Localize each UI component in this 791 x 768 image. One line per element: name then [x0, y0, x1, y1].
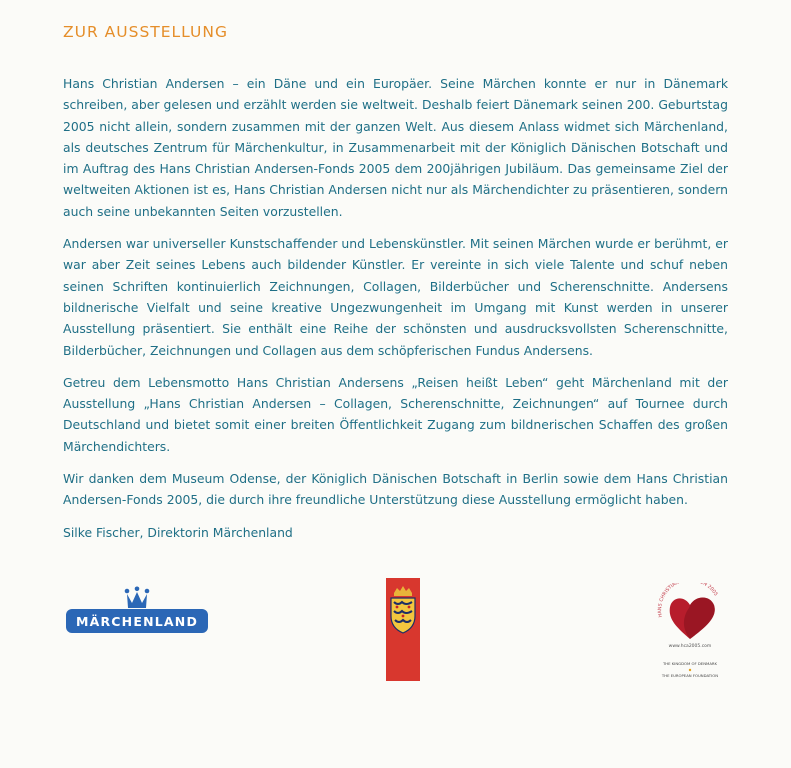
hca-line-1: THE KINGDOM OF DENMARK — [662, 661, 718, 666]
paragraph-1: Hans Christian Andersen – ein Däne und ein Europäer. Seine Märchen konnte er nur in Dänemark schreiben, aber gelesen und erzählt werden sie weltweit. Deshalb feiert Dänemark seinen 200. Geburtstag 2005 nicht allein, sondern zusammen mit der ganzen Welt. Aus diesem Anlass widmet sich Märchenland, als deutsches Zentrum für Märchenkultur, in Zusammenarbeit mit der Königlich Dänischen Botschaft und im Auftrag des Hans Christian Andersen-Fonds 2005 dem 200jährigen Jubiläum. Das gemeinsame Ziel der weltweiten Aktionen ist es, Hans Christian Andersen nicht nur als Märchendichter zu präsentieren, sondern auch seine unbekannten Seiten vorzustellen. — [63, 76, 728, 219]
coat-of-arms-icon — [391, 586, 415, 633]
hca-line-2: THE EUROPEAN FOUNDATION — [661, 673, 719, 678]
heart-icon — [654, 583, 726, 683]
body-text — [63, 73, 728, 543]
paragraph-3: Getreu dem Lebensmotto Hans Christian Andersens „Reisen heißt Leben“ geht Märchenland mit der Ausstellung „Hans Christian Andersen – Collagen, Scherenschnitte, Zeichnungen“ auf Tournee durch Deutschland und bietet somit einer breiten Öffentlichkeit Zugang zum bildnerischen Schaffen des großen Märchendichters. — [63, 374, 728, 454]
page-heading: ZUR AUSSTELLUNG — [63, 23, 228, 41]
maerchenland-logo — [66, 586, 208, 636]
hca-url: www.hca2005.com — [668, 644, 712, 649]
signature: Silke Fischer, Direktorin Märchenland — [63, 524, 293, 540]
hca-2005-logo — [654, 583, 726, 683]
hca-arc-text: HANS CHRISTIAN EN 2005 — [658, 583, 718, 618]
maerchenland-wordmark: MÄRCHENLAND — [66, 609, 208, 633]
crown-icon — [123, 586, 151, 610]
danish-embassy-logo — [386, 578, 420, 681]
paragraph-4: Wir danken dem Museum Odense, der Königlich Dänischen Botschaft in Berlin sowie dem Hans Christian Andersen-Fonds 2005, die durch ihre freundliche Unterstützung diese Ausstellung ermöglicht haben. — [63, 471, 728, 508]
paragraph-2: Andersen war universeller Kunstschaffender und Lebenskünstler. Mit seinen Märchen wurde er berühmt, er war aber Zeit seines Lebens auch bildender Künstler. Er vereinte in sich viele Talente und schuf neben seinen Schriften kontinuierlich Zeichnungen, Collagen, Bilderbücher und Scherenschnitte. Andersens bildnerische Vielfalt und seine kreative Ungezwungenheit im Umgang mit Kunst werden in unserer Ausstellung präsentiert. Sie enthält eine Reihe der schönsten und ausdrucksvollsten Scherenschnitte, Bilderbücher, Zeichnungen und Collagen aus dem schöpferischen Fundus Andersens. — [63, 236, 728, 358]
